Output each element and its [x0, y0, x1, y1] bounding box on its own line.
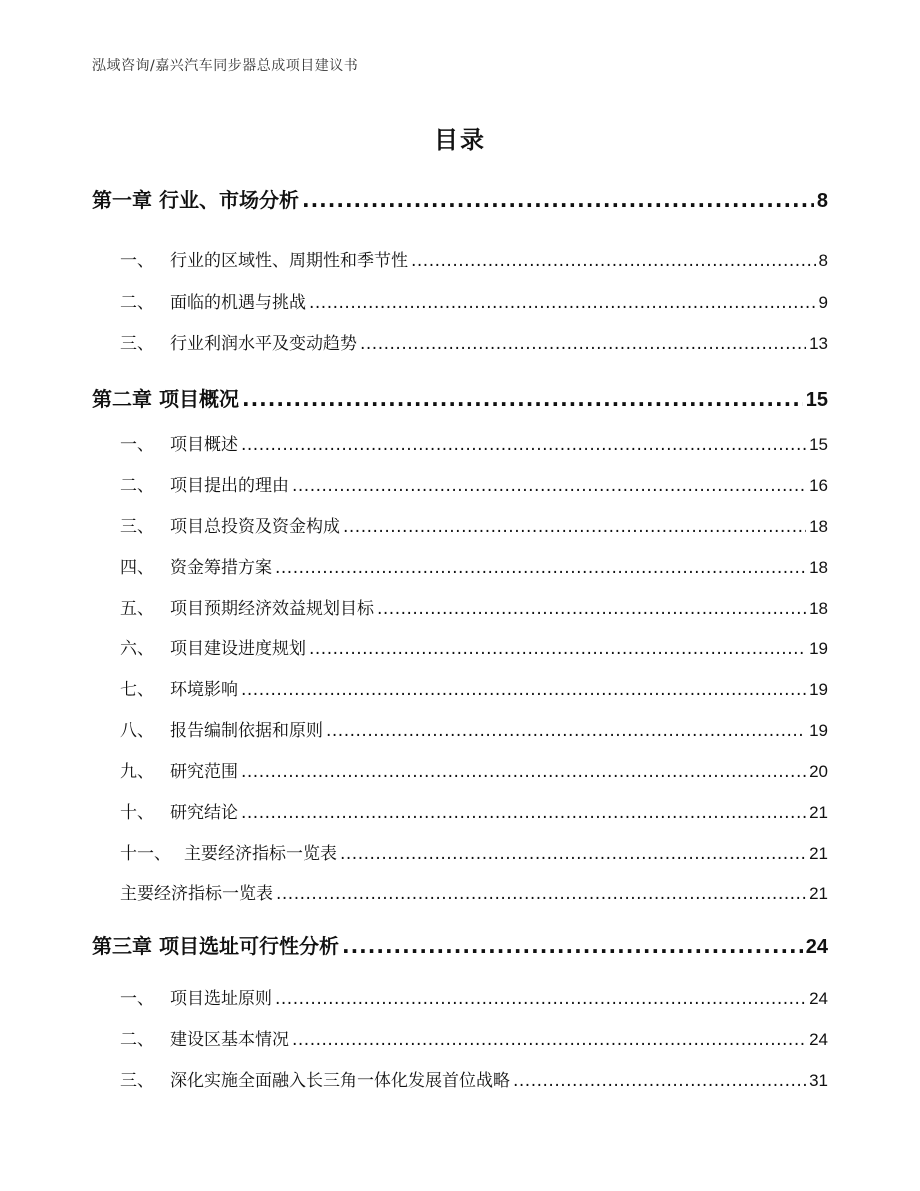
toc-number: 十一、	[120, 844, 171, 864]
toc-label: 项目预期经济效益规划目标	[170, 599, 374, 619]
toc-section[interactable]	[120, 984, 828, 1010]
leader-dots	[241, 762, 806, 782]
toc-label: 建设区基本情况	[170, 1030, 289, 1050]
toc-section[interactable]	[120, 553, 828, 579]
toc-page: 24	[809, 989, 828, 1008]
toc-section[interactable]	[120, 716, 828, 742]
toc-number: 六、	[120, 639, 154, 659]
toc-label: 项目选址原则	[170, 989, 272, 1009]
toc-label: 第二章 项目概况	[92, 387, 239, 411]
toc-label: 第一章 行业、市场分析	[92, 188, 299, 212]
toc-section[interactable]	[120, 675, 828, 701]
toc-page: 20	[809, 762, 828, 781]
toc-number: 二、	[120, 293, 154, 313]
toc-page: 19	[809, 639, 828, 658]
toc-section[interactable]	[120, 1066, 828, 1092]
toc-number: 十、	[120, 803, 154, 823]
toc-page: 21	[809, 884, 828, 903]
leader-dots	[292, 476, 806, 496]
toc-number: 七、	[120, 680, 154, 700]
toc-section[interactable]	[120, 471, 828, 497]
leader-dots	[411, 251, 816, 271]
toc-section[interactable]	[120, 757, 828, 783]
page-title: 目录	[434, 126, 486, 154]
toc-page: 15	[809, 435, 828, 454]
toc-section[interactable]	[120, 879, 828, 905]
toc-page: 8	[816, 190, 828, 212]
leader-dots	[241, 680, 806, 700]
toc-number: 八、	[120, 721, 154, 741]
toc-page: 19	[809, 721, 828, 740]
toc-number: 四、	[120, 558, 154, 578]
leader-dots	[343, 517, 806, 537]
toc-page: 18	[809, 558, 828, 577]
leader-dots	[360, 334, 806, 354]
leader-dots	[309, 639, 806, 659]
leader-dots	[340, 844, 806, 864]
leader-dots	[309, 293, 816, 313]
toc-section[interactable]	[120, 798, 828, 824]
toc-section[interactable]	[120, 1025, 828, 1051]
running-header: 泓域咨询/嘉兴汽车同步器总成项目建议书	[92, 58, 359, 74]
toc-section[interactable]	[120, 430, 828, 456]
toc-label: 面临的机遇与挑战	[170, 293, 306, 313]
toc-number: 三、	[120, 1071, 154, 1091]
toc-number: 三、	[120, 517, 154, 537]
toc-page: 9	[818, 293, 828, 312]
toc-label: 行业利润水平及变动趋势	[170, 334, 357, 354]
toc-chapter[interactable]	[92, 383, 828, 413]
toc-section[interactable]	[120, 839, 828, 865]
toc-label: 深化实施全面融入长三角一体化发展首位战略	[170, 1071, 510, 1091]
toc-label: 项目总投资及资金构成	[170, 517, 340, 537]
toc-section[interactable]	[120, 512, 828, 538]
leader-dots	[241, 803, 806, 823]
leader-dots	[292, 1030, 806, 1050]
toc-label: 主要经济指标一览表	[184, 844, 337, 864]
toc-section[interactable]	[120, 634, 828, 660]
toc-page: 15	[805, 389, 828, 411]
toc-label: 研究结论	[170, 803, 238, 823]
toc-section[interactable]	[120, 329, 828, 355]
leader-dots	[275, 989, 806, 1009]
toc-chapter[interactable]	[92, 930, 828, 960]
toc-section[interactable]	[120, 594, 828, 620]
toc-number: 二、	[120, 476, 154, 496]
leader-dots	[342, 934, 803, 958]
toc-page: 18	[809, 599, 828, 618]
toc-label: 研究范围	[170, 762, 238, 782]
toc-label: 项目提出的理由	[170, 476, 289, 496]
toc-number: 一、	[120, 435, 154, 455]
toc-page: 31	[809, 1071, 828, 1090]
leader-dots	[326, 721, 806, 741]
leader-dots	[242, 387, 803, 411]
toc-label: 第三章 项目选址可行性分析	[92, 934, 339, 958]
toc-label: 项目建设进度规划	[170, 639, 306, 659]
leader-dots	[513, 1071, 806, 1091]
toc-page: 19	[809, 680, 828, 699]
toc-section[interactable]	[120, 288, 828, 314]
leader-dots	[302, 188, 814, 212]
toc-page: 24	[805, 936, 828, 958]
toc-page: 8	[818, 251, 828, 270]
toc-chapter[interactable]	[92, 184, 828, 214]
toc-label: 行业的区域性、周期性和季节性	[170, 251, 408, 271]
toc-page: 16	[809, 476, 828, 495]
toc-number: 二、	[120, 1030, 154, 1050]
toc-number: 五、	[120, 599, 154, 619]
toc-page: 21	[809, 844, 828, 863]
toc-label: 资金筹措方案	[170, 558, 272, 578]
toc-number: 一、	[120, 251, 154, 271]
toc-section[interactable]	[120, 246, 828, 272]
leader-dots	[276, 884, 806, 904]
toc-label: 环境影响	[170, 680, 238, 700]
toc-label: 报告编制依据和原则	[170, 721, 323, 741]
toc-page: 24	[809, 1030, 828, 1049]
leader-dots	[377, 599, 806, 619]
toc-page: 21	[809, 803, 828, 822]
leader-dots	[241, 435, 806, 455]
toc-number: 九、	[120, 762, 154, 782]
toc-page: 13	[809, 334, 828, 353]
toc-label: 主要经济指标一览表	[120, 884, 273, 904]
toc-number: 一、	[120, 989, 154, 1009]
toc-number: 三、	[120, 334, 154, 354]
toc-page: 18	[809, 517, 828, 536]
toc-label: 项目概述	[170, 435, 238, 455]
leader-dots	[275, 558, 806, 578]
